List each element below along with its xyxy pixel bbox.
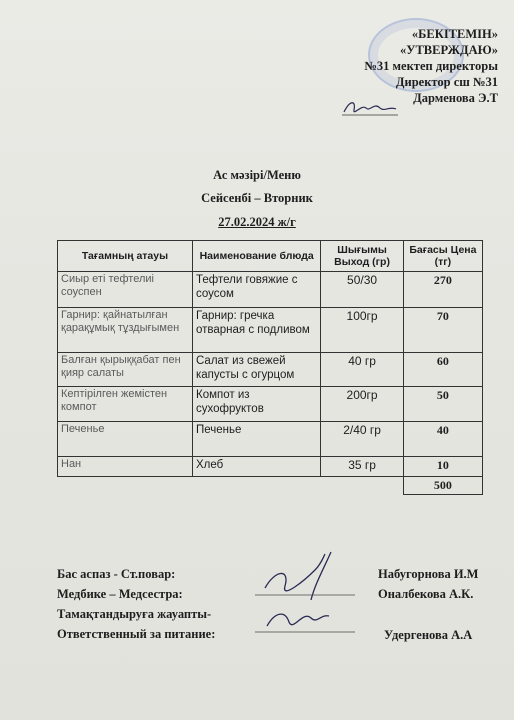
nurse-label: Медбике – Медсестра: [57, 587, 183, 601]
menu-title: Ас мәзірі/Меню [213, 168, 301, 182]
nurse-name: Оналбекова А.К. [378, 587, 474, 601]
dish-name-ru: Печенье [193, 422, 321, 457]
dish-price: 10 [403, 457, 482, 477]
dish-output: 40 гр [321, 353, 404, 387]
dish-output: 50/30 [321, 272, 404, 308]
dish-name-ru: Хлеб [193, 457, 321, 477]
approval-line-kz: «БЕКІТЕМІН» [411, 27, 498, 41]
dish-output: 2/40 гр [321, 422, 404, 457]
header-dish-kz: Тағамның атауы [58, 241, 193, 272]
table-row [58, 353, 483, 387]
dish-name-kz: Печенье [58, 422, 193, 457]
approval-school-kz: №31 мектеп директоры [364, 59, 498, 73]
chef-name: Набугорнова И.М [378, 567, 479, 581]
dish-output: 100гр [321, 308, 404, 353]
dish-output: 35 гр [321, 457, 404, 477]
table-row [58, 387, 483, 422]
table-header-row [58, 241, 483, 272]
dish-output: 200гр [321, 387, 404, 422]
staff-signatures [245, 540, 365, 640]
chef-label: Бас аспаз - Ст.повар: [57, 567, 176, 581]
dish-price: 70 [403, 308, 482, 353]
dish-price: 50 [403, 387, 482, 422]
director-signature [340, 96, 400, 120]
responsible-label-ru: Ответственный за питание: [57, 627, 216, 641]
table-row [58, 308, 483, 353]
approval-school-ru: Директор сш №31 [395, 75, 498, 89]
total-row [58, 477, 483, 495]
responsible-name: Удергенова А.А [384, 628, 473, 642]
dish-name-kz: Сиыр еті тефтелиі соуспен [58, 272, 193, 308]
header-output: Шығымы Выход (гр) [321, 241, 404, 272]
header-dish-ru: Наименование блюда [193, 241, 321, 272]
approval-line-ru: «УТВЕРЖДАЮ» [400, 43, 498, 57]
header-price: Бағасы Цена (тг) [403, 241, 482, 272]
table-row [58, 457, 483, 477]
table-row [58, 422, 483, 457]
responsible-label-kz: Тамақтандыруға жауапты- [57, 607, 212, 621]
date-title: 27.02.2024 ж/г [218, 215, 296, 229]
dish-name-kz: Балған қырыққабат пен қияр салаты [58, 353, 193, 387]
dish-name-kz: Кептірілген жемістен компот [58, 387, 193, 422]
day-title: Сейсенбі – Вторник [201, 191, 313, 205]
approval-director-name: Дарменова Э.Т [413, 91, 498, 105]
table-row [58, 272, 483, 308]
dish-name-ru: Тефтели говяжие с соусом [193, 272, 321, 308]
dish-price: 270 [403, 272, 482, 308]
dish-price: 40 [403, 422, 482, 457]
dish-price: 60 [403, 353, 482, 387]
dish-name-kz: Нан [58, 457, 193, 477]
dish-name-kz: Гарнир: қайнатылған қарақұмық тұздығымен [58, 308, 193, 353]
dish-name-ru: Гарнир: гречка отварная с подливом [193, 308, 321, 353]
dish-name-ru: Компот из сухофруктов [193, 387, 321, 422]
dish-name-ru: Салат из свежей капусты с огурцом [193, 353, 321, 387]
total-price: 500 [403, 477, 482, 495]
menu-table [57, 240, 483, 495]
approval-block [364, 26, 498, 106]
